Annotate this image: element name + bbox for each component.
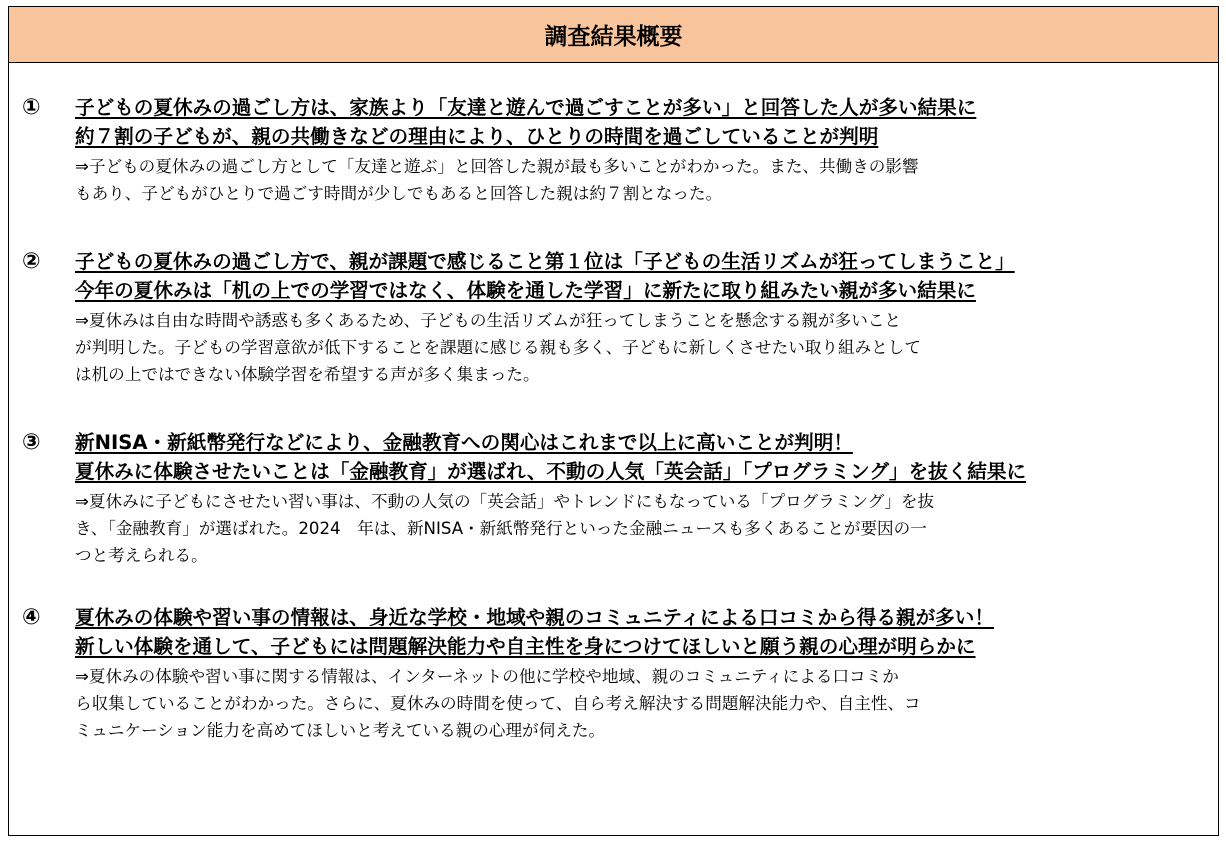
heading-line: 新しい体験を通して、子どもには問題解決能力や自主性を身につけてほしいと願う親の心理が明らかに [75, 635, 976, 658]
body-line: ミュニケーション能力を高めてほしいと考えている親の心理が伺えた。 [75, 721, 606, 740]
heading-line: 新NISA・新紙幣発行などにより、金融教育への関心はこれまで以上に高いことが判明！ [75, 431, 853, 454]
summary-box [8, 6, 1219, 836]
body-line: つと考えられる。 [75, 546, 208, 565]
body-line: ら収集していることがわかった。さらに、夏休みの時間を使って、自ら考え解決する問題解決能力や、自主性、コ [75, 694, 921, 713]
section-number: ② [22, 249, 41, 274]
heading-line: 夏休みに体験させたいことは「金融教育」が選ばれ、不動の人気「英会話」「プログラミング」を抜く結果に [75, 460, 1027, 483]
body-line: もあり、子どもがひとりで過ごす時間が少しでもあると回答した親は約７割となった。 [75, 184, 723, 203]
section-body [75, 153, 1200, 207]
body-line: ⇒子どもの夏休みの過ごし方として「友達と遊ぶ」と回答した親が最も多いことがわかった。また、共働きの影響 [75, 157, 919, 176]
section-heading [75, 247, 1198, 305]
section-heading [75, 93, 1198, 151]
body-line: き、「金融教育」が選ばれた。2024 年は、新NISA・新紙幣発行といった金融ニュースも多くあることが要因の一 [75, 519, 927, 538]
section-body [75, 663, 1200, 744]
section-number: ③ [22, 430, 41, 455]
section-number: ① [22, 95, 41, 120]
page-title: 調査結果概要 [544, 24, 683, 50]
heading-line: 約７割の子どもが、親の共働きなどの理由により、ひとりの時間を過ごしていることが判明 [75, 125, 879, 148]
heading-line: 今年の夏休みは「机の上での学習ではなく、体験を通した学習」に新たに取り組みたい親が多い結果に [75, 279, 976, 302]
section-body [75, 488, 1200, 569]
heading-line: 子どもの夏休みの過ごし方は、家族より「友達と遊んで過ごすことが多い」と回答した人が多い結果に [75, 96, 977, 119]
summary-header [9, 7, 1218, 63]
body-line: ⇒夏休みは自由な時間や誘惑も多くあるため、子どもの生活リズムが狂ってしまうことを懸念する親が多いこと [75, 311, 901, 330]
section-heading [75, 603, 1198, 661]
section-number: ④ [22, 605, 41, 630]
body-line: が判明した。子どもの学習意欲が低下することを課題に感じる親も多く、子どもに新しくさせたい取り組みとして [75, 338, 921, 357]
body-line: ⇒夏休みに子どもにさせたい習い事は、不動の人気の「英会話」やトレンドにもなっている「プログラミング」を抜 [75, 492, 935, 511]
body-line: は机の上ではできない体験学習を希望する声が多く集まった。 [75, 365, 540, 384]
heading-line: 夏休みの体験や習い事の情報は、身近な学校・地域や親のコミュニティによる口コミから得る親が多い！ [75, 606, 994, 629]
section-heading [75, 428, 1198, 486]
body-line: ⇒夏休みの体験や習い事に関する情報は、インターネットの他に学校や地域、親のコミュニティによる口コミか [75, 667, 899, 686]
heading-line: 子どもの夏休みの過ごし方で、親が課題で感じること第１位は「子どもの生活リズムが狂ってしまうこと」 [75, 250, 1015, 273]
section-body [75, 307, 1200, 388]
